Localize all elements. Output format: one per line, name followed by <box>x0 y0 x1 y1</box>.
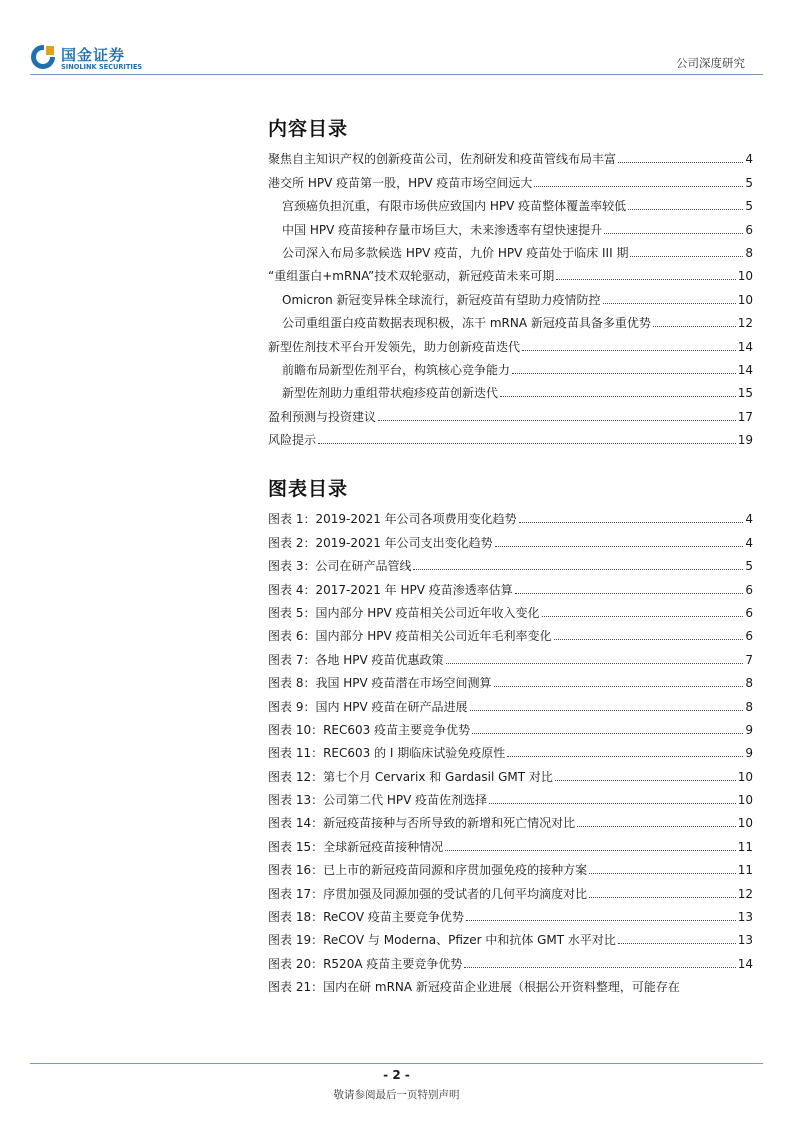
entry-title: 港交所 HPV 疫苗第一股，HPV 疫苗市场空间远大 <box>268 175 533 190</box>
toc-entry[interactable] <box>268 377 753 400</box>
sinolink-logo-mark-icon <box>30 44 56 70</box>
figure-entry[interactable] <box>268 760 753 783</box>
dot-leader <box>413 569 743 570</box>
entry-page-number: 11 <box>737 839 753 854</box>
figure-entry[interactable] <box>268 830 753 853</box>
dot-leader <box>507 756 743 757</box>
entry-title: 图表 13：公司第二代 HPV 疫苗佐剂选择 <box>268 793 488 808</box>
dot-leader <box>618 943 736 944</box>
entry-title: 公司深入布局多款候选 HPV 疫苗，九价 HPV 疫苗处于临床 III 期 <box>282 245 629 260</box>
entry-title: 宫颈癌负担沉重，有限市场供应致国内 HPV 疫苗整体覆盖率较低 <box>282 199 627 214</box>
dot-leader <box>378 420 736 421</box>
dot-leader <box>604 233 743 234</box>
figure-entry[interactable] <box>268 877 753 900</box>
dot-leader <box>470 710 744 711</box>
entry-page-number: 9 <box>745 746 753 761</box>
dot-leader <box>589 873 736 874</box>
entry-page-number: 4 <box>745 152 753 167</box>
toc-entry[interactable] <box>268 424 753 447</box>
entry-title: 图表 1：2019-2021 年公司各项费用变化趋势 <box>268 512 517 527</box>
toc-entry[interactable] <box>268 237 753 260</box>
entry-title: 图表 17：序贯加强及同源加强的受试者的几何平均滴度对比 <box>268 886 588 901</box>
dot-leader <box>556 279 735 280</box>
entry-title: 盈利预测与投资建议 <box>268 409 377 424</box>
entry-title: 图表 21：国内在研 mRNA 新冠疫苗企业进展（根据公开资料整理，可能存在 <box>268 980 680 995</box>
entry-title: 图表 14：新冠疫苗接种与否所导致的新增和死亡情况对比 <box>268 816 576 831</box>
entry-page-number: 4 <box>745 512 753 527</box>
entry-title: 新型佐剂助力重组带状疱疹疫苗创新迭代 <box>282 386 499 401</box>
entry-page-number: 5 <box>745 175 753 190</box>
dot-leader <box>534 186 743 187</box>
entry-page-number: 5 <box>745 559 753 574</box>
entry-page-number: 8 <box>745 245 753 260</box>
disclaimer: 敬请参阅最后一页特别声明 <box>333 1089 460 1101</box>
entry-title: 图表 2：2019-2021 年公司支出变化趋势 <box>268 535 493 550</box>
figure-entry[interactable] <box>268 503 753 526</box>
toc-entry[interactable] <box>268 260 753 283</box>
dot-leader <box>542 616 744 617</box>
figure-entry[interactable] <box>268 947 753 970</box>
figure-entry[interactable] <box>268 737 753 760</box>
logo-english-name: SINOLINK SECURITIES <box>61 63 143 71</box>
entry-title: 图表 3：公司在研产品管线 <box>268 559 412 574</box>
dot-leader <box>515 593 744 594</box>
figure-entry[interactable] <box>268 924 753 947</box>
header-divider <box>30 74 763 75</box>
figure-entry[interactable] <box>268 690 753 713</box>
dot-leader <box>472 733 743 734</box>
entry-title: 图表 12：第七个月 Cervarix 和 Gardasil GMT 对比 <box>268 769 553 784</box>
entry-title: 图表 18：ReCOV 疫苗主要竞争优势 <box>268 910 464 925</box>
toc-entry[interactable] <box>268 143 753 166</box>
dot-leader <box>512 373 736 374</box>
figure-entry[interactable] <box>268 643 753 666</box>
entry-title: 图表 19：ReCOV 与 Moderna、Pfizer 中和抗体 GMT 水平对比 <box>268 933 616 948</box>
entry-page-number: 17 <box>737 409 753 424</box>
entry-title: 图表 5：国内部分 HPV 疫苗相关公司近年收入变化 <box>268 605 540 620</box>
footer-divider <box>30 1063 763 1064</box>
toc-entry[interactable] <box>268 190 753 213</box>
figure-entry[interactable] <box>268 550 753 573</box>
entry-title: 图表 9：国内 HPV 疫苗在研产品进展 <box>268 699 468 714</box>
entry-page-number: 14 <box>737 339 753 354</box>
dot-leader <box>464 967 735 968</box>
dot-leader <box>603 303 736 304</box>
figure-entry[interactable] <box>268 784 753 807</box>
figure-entry[interactable] <box>268 807 753 830</box>
toc-entry[interactable] <box>268 330 753 353</box>
figure-entry[interactable] <box>268 597 753 620</box>
entry-title: 图表 10：REC603 疫苗主要竞争优势 <box>268 722 471 737</box>
dot-leader <box>555 780 736 781</box>
dot-leader <box>446 663 744 664</box>
figures-list <box>268 503 753 994</box>
entry-page-number: 8 <box>745 676 753 691</box>
document-type: 公司深度研究 <box>676 56 745 70</box>
dot-leader <box>519 522 744 523</box>
logo-chinese-name: 国金证券 <box>61 46 126 64</box>
toc-entry[interactable] <box>268 307 753 330</box>
entry-title: 图表 15：全球新冠疫苗接种情况 <box>268 839 444 854</box>
figure-entry[interactable] <box>268 620 753 643</box>
entry-title: 风险提示 <box>268 433 317 448</box>
entry-title: 图表 6：国内部分 HPV 疫苗相关公司近年毛利率变化 <box>268 629 552 644</box>
entry-page-number: 10 <box>737 793 753 808</box>
figure-entry[interactable] <box>268 526 753 549</box>
dot-leader <box>318 443 736 444</box>
entry-title: 图表 20：R520A 疫苗主要竞争优势 <box>268 956 463 971</box>
toc-entry[interactable] <box>268 283 753 306</box>
dot-leader <box>500 396 736 397</box>
entry-page-number: 10 <box>737 769 753 784</box>
entry-title: 前瞻布局新型佐剂平台，构筑核心竞争能力 <box>282 362 511 377</box>
entry-page-number: 8 <box>745 699 753 714</box>
toc-entry[interactable] <box>268 400 753 423</box>
entry-title: “重组蛋白+mRNA”技术双轮驱动，新冠疫苗未来可期 <box>268 269 555 284</box>
entry-title: 中国 HPV 疫苗接种存量市场巨大，未来渗透率有望快速提升 <box>282 222 603 237</box>
dot-leader <box>554 639 744 640</box>
figure-entry[interactable] <box>268 667 753 690</box>
entry-page-number: 11 <box>737 863 753 878</box>
figure-entry[interactable] <box>268 901 753 924</box>
entry-title: Omicron 新冠变异株全球流行，新冠疫苗有望助力疫情防控 <box>282 292 601 307</box>
page-header <box>0 0 793 80</box>
contents-title: 内容目录 <box>268 118 349 140</box>
entry-page-number: 7 <box>745 652 753 667</box>
entry-title: 图表 8：我国 HPV 疫苗潜在市场空间测算 <box>268 676 492 691</box>
entry-title: 图表 16：已上市的新冠疫苗同源和序贯加强免疫的接种方案 <box>268 863 588 878</box>
dot-leader <box>445 850 736 851</box>
dot-leader <box>495 546 744 547</box>
page-number: - 2 - <box>383 1068 410 1082</box>
dot-leader <box>628 209 743 210</box>
entry-page-number: 6 <box>745 629 753 644</box>
entry-page-number: 10 <box>737 269 753 284</box>
dot-leader <box>589 897 736 898</box>
entry-title: 聚焦自主知识产权的创新疫苗公司，佐剂研发和疫苗管线布局丰富 <box>268 152 617 167</box>
dot-leader <box>489 803 736 804</box>
entry-page-number: 6 <box>745 605 753 620</box>
entry-page-number: 10 <box>737 292 753 307</box>
entry-page-number: 15 <box>737 386 753 401</box>
figure-entry[interactable] <box>268 573 753 596</box>
entry-title: 图表 7：各地 HPV 疫苗优惠政策 <box>268 652 444 667</box>
entry-title: 图表 11：REC603 的 I 期临床试验免疫原性 <box>268 746 506 761</box>
sinolink-logo <box>30 44 190 76</box>
entry-page-number: 19 <box>737 433 753 448</box>
dot-leader <box>630 256 743 257</box>
entry-page-number: 13 <box>737 933 753 948</box>
figure-entry[interactable] <box>268 714 753 737</box>
toc-entry[interactable] <box>268 213 753 236</box>
entry-title: 图表 4：2017-2021 年 HPV 疫苗渗透率估算 <box>268 582 513 597</box>
toc-entry[interactable] <box>268 166 753 189</box>
entry-page-number: 9 <box>745 722 753 737</box>
dot-leader <box>618 162 743 163</box>
dot-leader <box>494 686 744 687</box>
entry-title: 新型佐剂技术平台开发领先，助力创新疫苗迭代 <box>268 339 521 354</box>
dot-leader <box>653 326 736 327</box>
entry-page-number: 12 <box>737 886 753 901</box>
entry-page-number: 4 <box>745 535 753 550</box>
figure-entry[interactable] <box>268 854 753 877</box>
figures-title: 图表目录 <box>268 478 349 500</box>
dot-leader <box>522 350 736 351</box>
dot-leader <box>466 920 736 921</box>
entry-page-number: 6 <box>745 582 753 597</box>
toc-entry[interactable] <box>268 354 753 377</box>
entry-page-number: 5 <box>745 199 753 214</box>
dot-leader <box>577 826 736 827</box>
contents-list <box>268 143 753 447</box>
entry-page-number: 13 <box>737 910 753 925</box>
entry-page-number: 6 <box>745 222 753 237</box>
entry-title: 公司重组蛋白疫苗数据表现积极，冻干 mRNA 新冠疫苗具备多重优势 <box>282 316 651 331</box>
entry-page-number: 12 <box>737 316 753 331</box>
entry-page-number: 14 <box>737 362 753 377</box>
entry-page-number: 14 <box>737 956 753 971</box>
figure-entry[interactable] <box>268 971 753 994</box>
entry-page-number: 10 <box>737 816 753 831</box>
